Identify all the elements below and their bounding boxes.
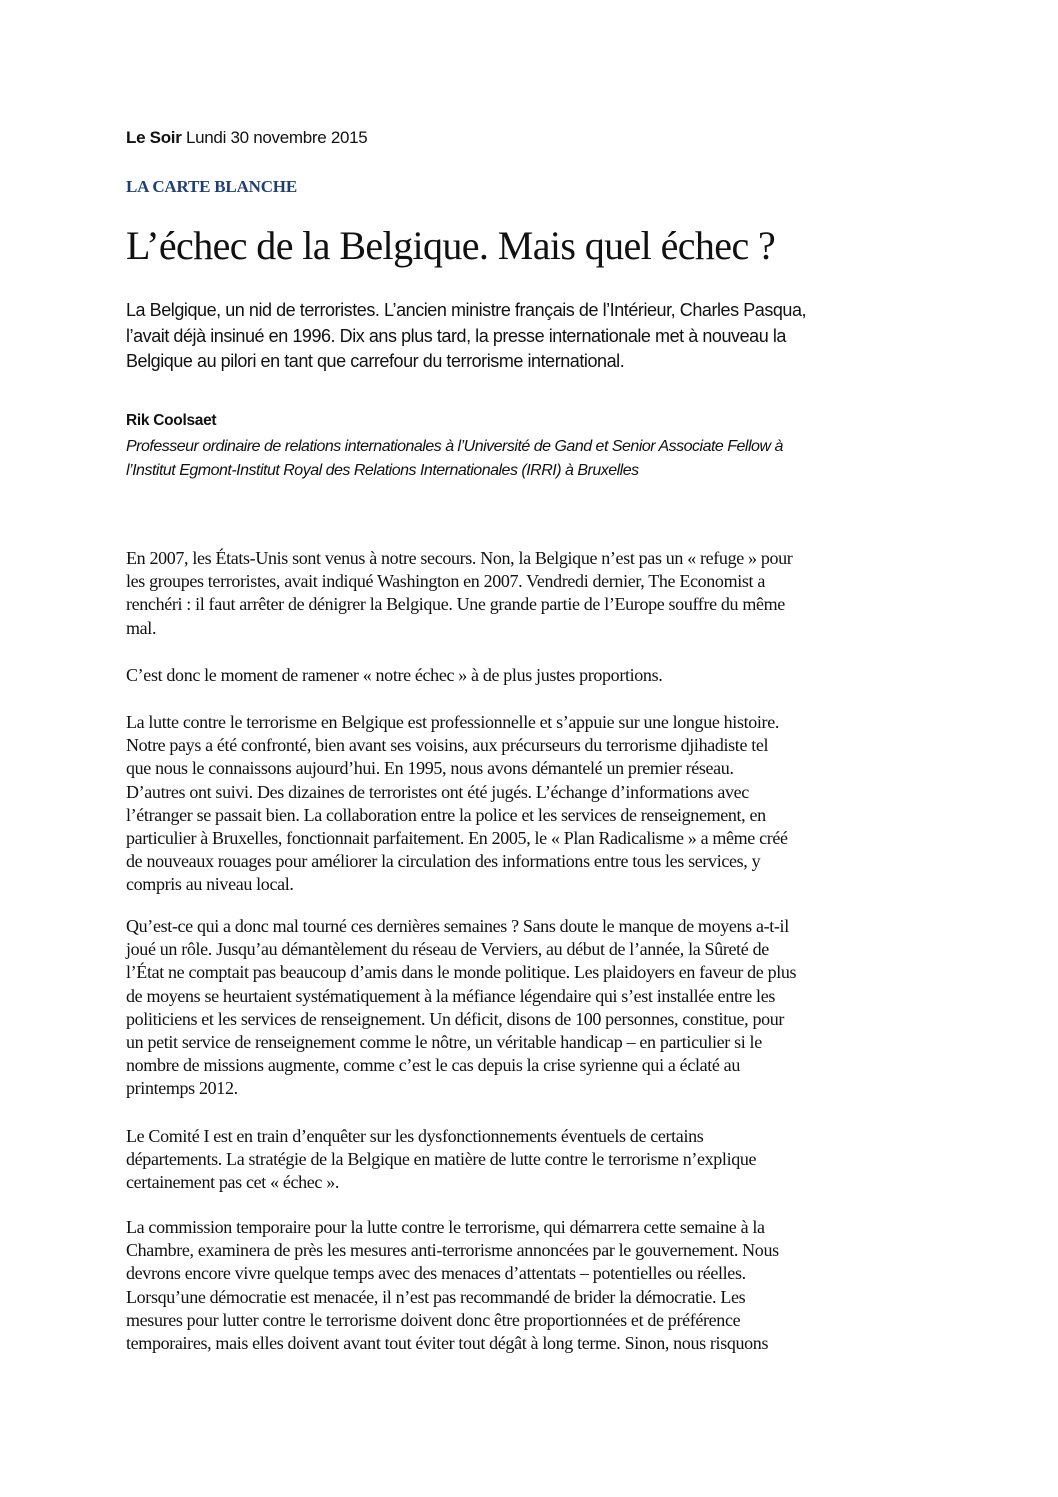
paragraph-line: l’étranger se passait bien. La collaboration entre la police et les services de renseignement, en	[126, 804, 766, 825]
paragraph-line: un petit service de renseignement comme le nôtre, un véritable handicap – en particulier si le	[126, 1032, 762, 1053]
author-name: Rik Coolsaet	[126, 412, 217, 429]
paragraph-line: Chambre, examinera de près les mesures anti-terrorisme annoncées par le gouvernement. Nous	[126, 1240, 779, 1261]
author-affiliation	[126, 435, 783, 483]
paragraph-line: mesures pour lutter contre le terrorisme doivent donc être proportionnées et de préférence	[126, 1309, 741, 1330]
paragraph-line: D’autres ont suivi. Des dizaines de terroristes ont été jugés. L’échange d’informations avec	[126, 781, 749, 802]
paragraph-line: départements. La stratégie de la Belgique en matière de lutte contre le terrorisme n’explique	[126, 1149, 757, 1170]
paragraph-line: C’est donc le moment de ramener « notre échec » à de plus justes proportions.	[126, 665, 663, 685]
publication-date: Lundi 30 novembre 2015	[185, 128, 368, 147]
paragraph-line: temporaires, mais elles doivent avant tout éviter tout dégât à long terme. Sinon, nous risquons	[126, 1333, 769, 1354]
lede-line: La Belgique, un nid de terroristes. L’ancien ministre français de l’Intérieur, Charles Pasqua,	[126, 300, 807, 320]
paragraph-line: compris au niveau local.	[126, 874, 294, 895]
paragraph-line: La lutte contre le terrorisme en Belgique est professionnelle et s’appuie sur une longue histoire.	[126, 712, 779, 732]
lede-line: Belgique au pilori en tant que carrefour du terrorisme international.	[126, 351, 625, 371]
publication-name: Le Soir	[126, 128, 182, 147]
affiliation-line: l’Institut Egmont-Institut Royal des Relations Internationales (IRRI) à Bruxelles	[126, 462, 639, 479]
article-title: L’échec de la Belgique. Mais quel échec ?	[126, 223, 776, 268]
paragraph-line: Notre pays a été confronté, bien avant ses voisins, aux précurseurs du terrorisme djihadiste tel	[126, 735, 769, 756]
affiliation-line: Professeur ordinaire de relations internationales à l’Université de Gand et Senior Associate Fellow à	[126, 438, 783, 455]
paragraph-line: nombre de missions augmente, comme c’est le cas depuis la crise syrienne qui a éclaté au	[126, 1055, 740, 1076]
body-paragraph	[126, 547, 792, 640]
body-paragraph	[126, 664, 662, 687]
paragraph-line: joué un rôle. Jusqu’au démantèlement du réseau de Verviers, au début de l’année, la Sûreté de	[126, 939, 769, 960]
rubric-label: LA CARTE BLANCHE	[126, 177, 297, 196]
paragraph-line: devrons encore vivre quelque temps avec des menaces d’attentats – potentielles ou réelles.	[126, 1263, 746, 1284]
article-lede	[126, 298, 806, 375]
body-paragraph	[126, 711, 788, 897]
paragraph-line: La commission temporaire pour la lutte contre le terrorisme, qui démarrera cette semaine à la	[126, 1217, 765, 1237]
body-paragraph	[126, 1216, 779, 1355]
paragraph-line: mal.	[126, 617, 157, 638]
paragraph-line: printemps 2012.	[126, 1078, 238, 1099]
paragraph-line: les groupes terroristes, avait indiqué Washington en 2007. Vendredi dernier, The Economist a	[126, 571, 765, 592]
body-paragraph	[126, 915, 796, 1101]
paragraph-line: de nouveaux rouages pour améliorer la circulation des informations entre tous les services, y	[126, 851, 761, 872]
paragraph-line: certainement pas cet « échec ».	[126, 1172, 340, 1193]
paragraph-line: Qu’est-ce qui a donc mal tourné ces dernières semaines ? Sans doute le manque de moyens a-t-il	[126, 916, 789, 936]
paragraph-line: renchéri : il faut arrêter de dénigrer la Belgique. Une grande partie de l’Europe souffre du même	[126, 594, 785, 615]
lede-line: l’avait déjà insinué en 1996. Dix ans plus tard, la presse internationale met à nouveau la	[126, 325, 786, 346]
body-paragraph	[126, 1125, 756, 1195]
paragraph-line: Lorsqu’une démocratie est menacée, il n’est pas recommandé de brider la démocratie. Les	[126, 1286, 746, 1307]
paragraph-line: politiciens et les services de renseignement. Un déficit, disons de 100 personnes, constitue, pour	[126, 1008, 785, 1029]
paragraph-line: de moyens se heurtaient systématiquement à la méfiance légendaire qui s’est installée entre les	[126, 985, 775, 1006]
paragraph-line: l’État ne comptait pas beaucoup d’amis dans le monde politique. Les plaidoyers en faveur de plus	[126, 962, 797, 983]
paragraph-line: particulier à Bruxelles, fonctionnait parfaitement. En 2005, le « Plan Radicalisme » a même créé	[126, 828, 788, 849]
paragraph-line: En 2007, les États-Unis sont venus à notre secours. Non, la Belgique n’est pas un « refuge » pour	[126, 548, 793, 568]
source-line	[126, 128, 367, 148]
paragraph-line: Le Comité I est en train d’enquêter sur les dysfonctionnements éventuels de certains	[126, 1126, 704, 1146]
paragraph-line: que nous le connaissons aujourd’hui. En 1995, nous avons démantelé un premier réseau.	[126, 758, 734, 779]
